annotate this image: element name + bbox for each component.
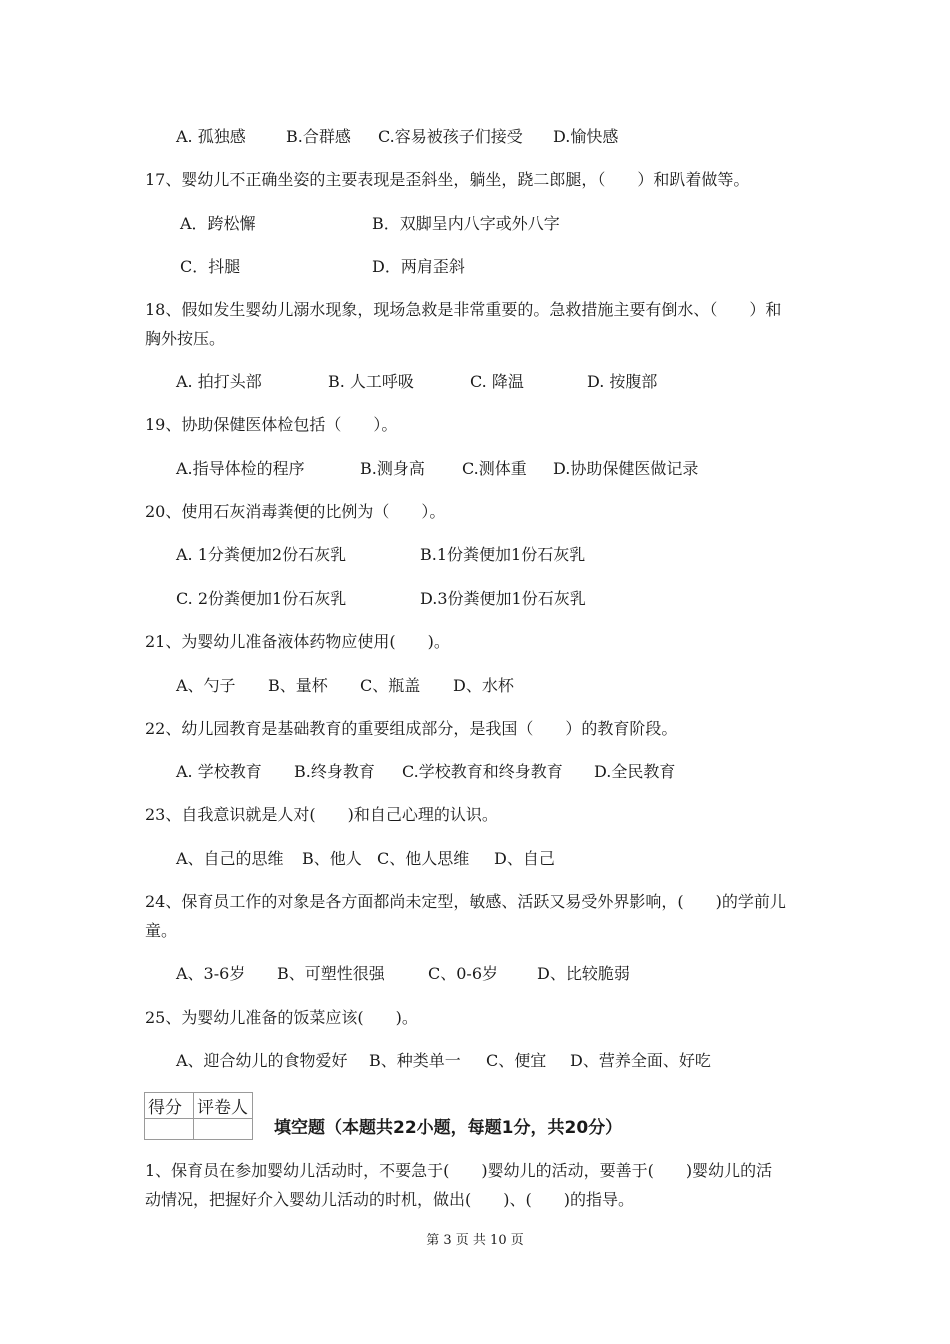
q18-option-c: C. 降温 [470, 372, 524, 391]
q25-option-a: A、迎合幼儿的食物爱好 [176, 1051, 348, 1070]
q24-option-d: D、比较脆弱 [537, 964, 630, 983]
q18-option-a: A. 拍打头部 [176, 372, 262, 391]
q24-stem-line2: 童。 [145, 921, 178, 940]
section-title: 填空题（本题共22小题，每题1分，共20分） [274, 1118, 623, 1138]
q18-option-b: B. 人工呼吸 [328, 372, 414, 391]
q25-option-c: C、便宜 [486, 1051, 547, 1070]
q17-stem: 17、婴幼儿不正确坐姿的主要表现是歪斜坐，躺坐，跷二郎腿，（ ）和趴着做等。 [145, 170, 750, 189]
score-label: 得分 [145, 1093, 194, 1119]
q16-option-b: B.合群感 [286, 127, 351, 146]
q22-option-b: B.终身教育 [294, 762, 375, 781]
q24-option-c: C、0-6岁 [428, 964, 499, 983]
q22-option-a: A. 学校教育 [176, 762, 262, 781]
q19-stem: 19、协助保健医体检包括（ ）。 [145, 415, 398, 434]
q16-option-d: D.愉快感 [553, 127, 619, 146]
q23-option-b: B、他人 [302, 849, 362, 868]
fill1-line1: 1、保育员在参加婴幼儿活动时，不要急于( )婴幼儿的活动，要善于( )婴幼儿的活 [145, 1161, 773, 1180]
q20-option-b: B.1份粪便加1份石灰乳 [420, 545, 586, 564]
q21-option-a: A、勺子 [176, 676, 236, 695]
q16-option-c: C.容易被孩子们接受 [378, 127, 523, 146]
page-footer: 第 3 页 共 10 页 [426, 1233, 524, 1248]
q25-stem: 25、为婴幼儿准备的饭菜应该( )。 [145, 1008, 418, 1027]
q24-option-a: A、3-6岁 [176, 964, 246, 983]
q20-option-c: C. 2份粪便加1份石灰乳 [176, 589, 347, 608]
q23-option-d: D、自己 [494, 849, 555, 868]
q22-stem: 22、幼儿园教育是基础教育的重要组成部分，是我国（ ）的教育阶段。 [145, 719, 678, 738]
q18-stem-line1: 18、假如发生婴幼儿溺水现象，现场急救是非常重要的。急救措施主要有倒水、（ ）和 [145, 300, 782, 319]
q23-stem: 23、自我意识就是人对( )和自己心理的认识。 [145, 805, 498, 824]
q17-option-c: C．抖腿 [180, 257, 241, 276]
grader-label: 评卷人 [194, 1093, 253, 1119]
grader-cell [194, 1119, 253, 1140]
q24-stem-line1: 24、保育员工作的对象是各方面都尚未定型，敏感、活跃又易受外界影响，( )的学前儿 [145, 892, 786, 911]
q21-option-c: C、瓶盖 [360, 676, 421, 695]
q18-option-d: D. 按腹部 [587, 372, 658, 391]
q22-option-d: D.全民教育 [594, 762, 676, 781]
q19-option-b: B.测身高 [360, 459, 425, 478]
q20-option-d: D.3份粪便加1份石灰乳 [420, 589, 586, 608]
q19-option-c: C.测体重 [462, 459, 527, 478]
q21-stem: 21、为婴幼儿准备液体药物应使用( )。 [145, 632, 450, 651]
q21-option-d: D、水杯 [453, 676, 514, 695]
q25-option-d: D、营养全面、好吃 [570, 1051, 711, 1070]
q20-stem: 20、使用石灰消毒粪便的比例为（ ）。 [145, 502, 446, 521]
q24-option-b: B、可塑性很强 [277, 964, 385, 983]
q23-option-a: A、自己的思维 [176, 849, 284, 868]
q17-option-d: D．两肩歪斜 [372, 257, 465, 276]
q19-option-a: A.指导体检的程序 [176, 459, 305, 478]
q23-option-c: C、他人思维 [377, 849, 470, 868]
score-box [144, 1092, 253, 1140]
fill1-line2: 动情况，把握好介入婴幼儿活动的时机，做出( )、( )的指导。 [145, 1190, 634, 1209]
q19-option-d: D.协助保健医做记录 [553, 459, 699, 478]
q21-option-b: B、量杯 [268, 676, 328, 695]
q17-option-a: A．跨松懈 [180, 214, 256, 233]
q17-option-b: B．双脚呈内八字或外八字 [372, 214, 560, 233]
q25-option-b: B、种类单一 [369, 1051, 461, 1070]
q22-option-c: C.学校教育和终身教育 [402, 762, 563, 781]
q16-option-a: A. 孤独感 [176, 127, 246, 146]
score-cell [145, 1119, 194, 1140]
q20-option-a: A. 1分粪便加2份石灰乳 [176, 545, 347, 564]
q18-stem-line2: 胸外按压。 [145, 329, 226, 348]
